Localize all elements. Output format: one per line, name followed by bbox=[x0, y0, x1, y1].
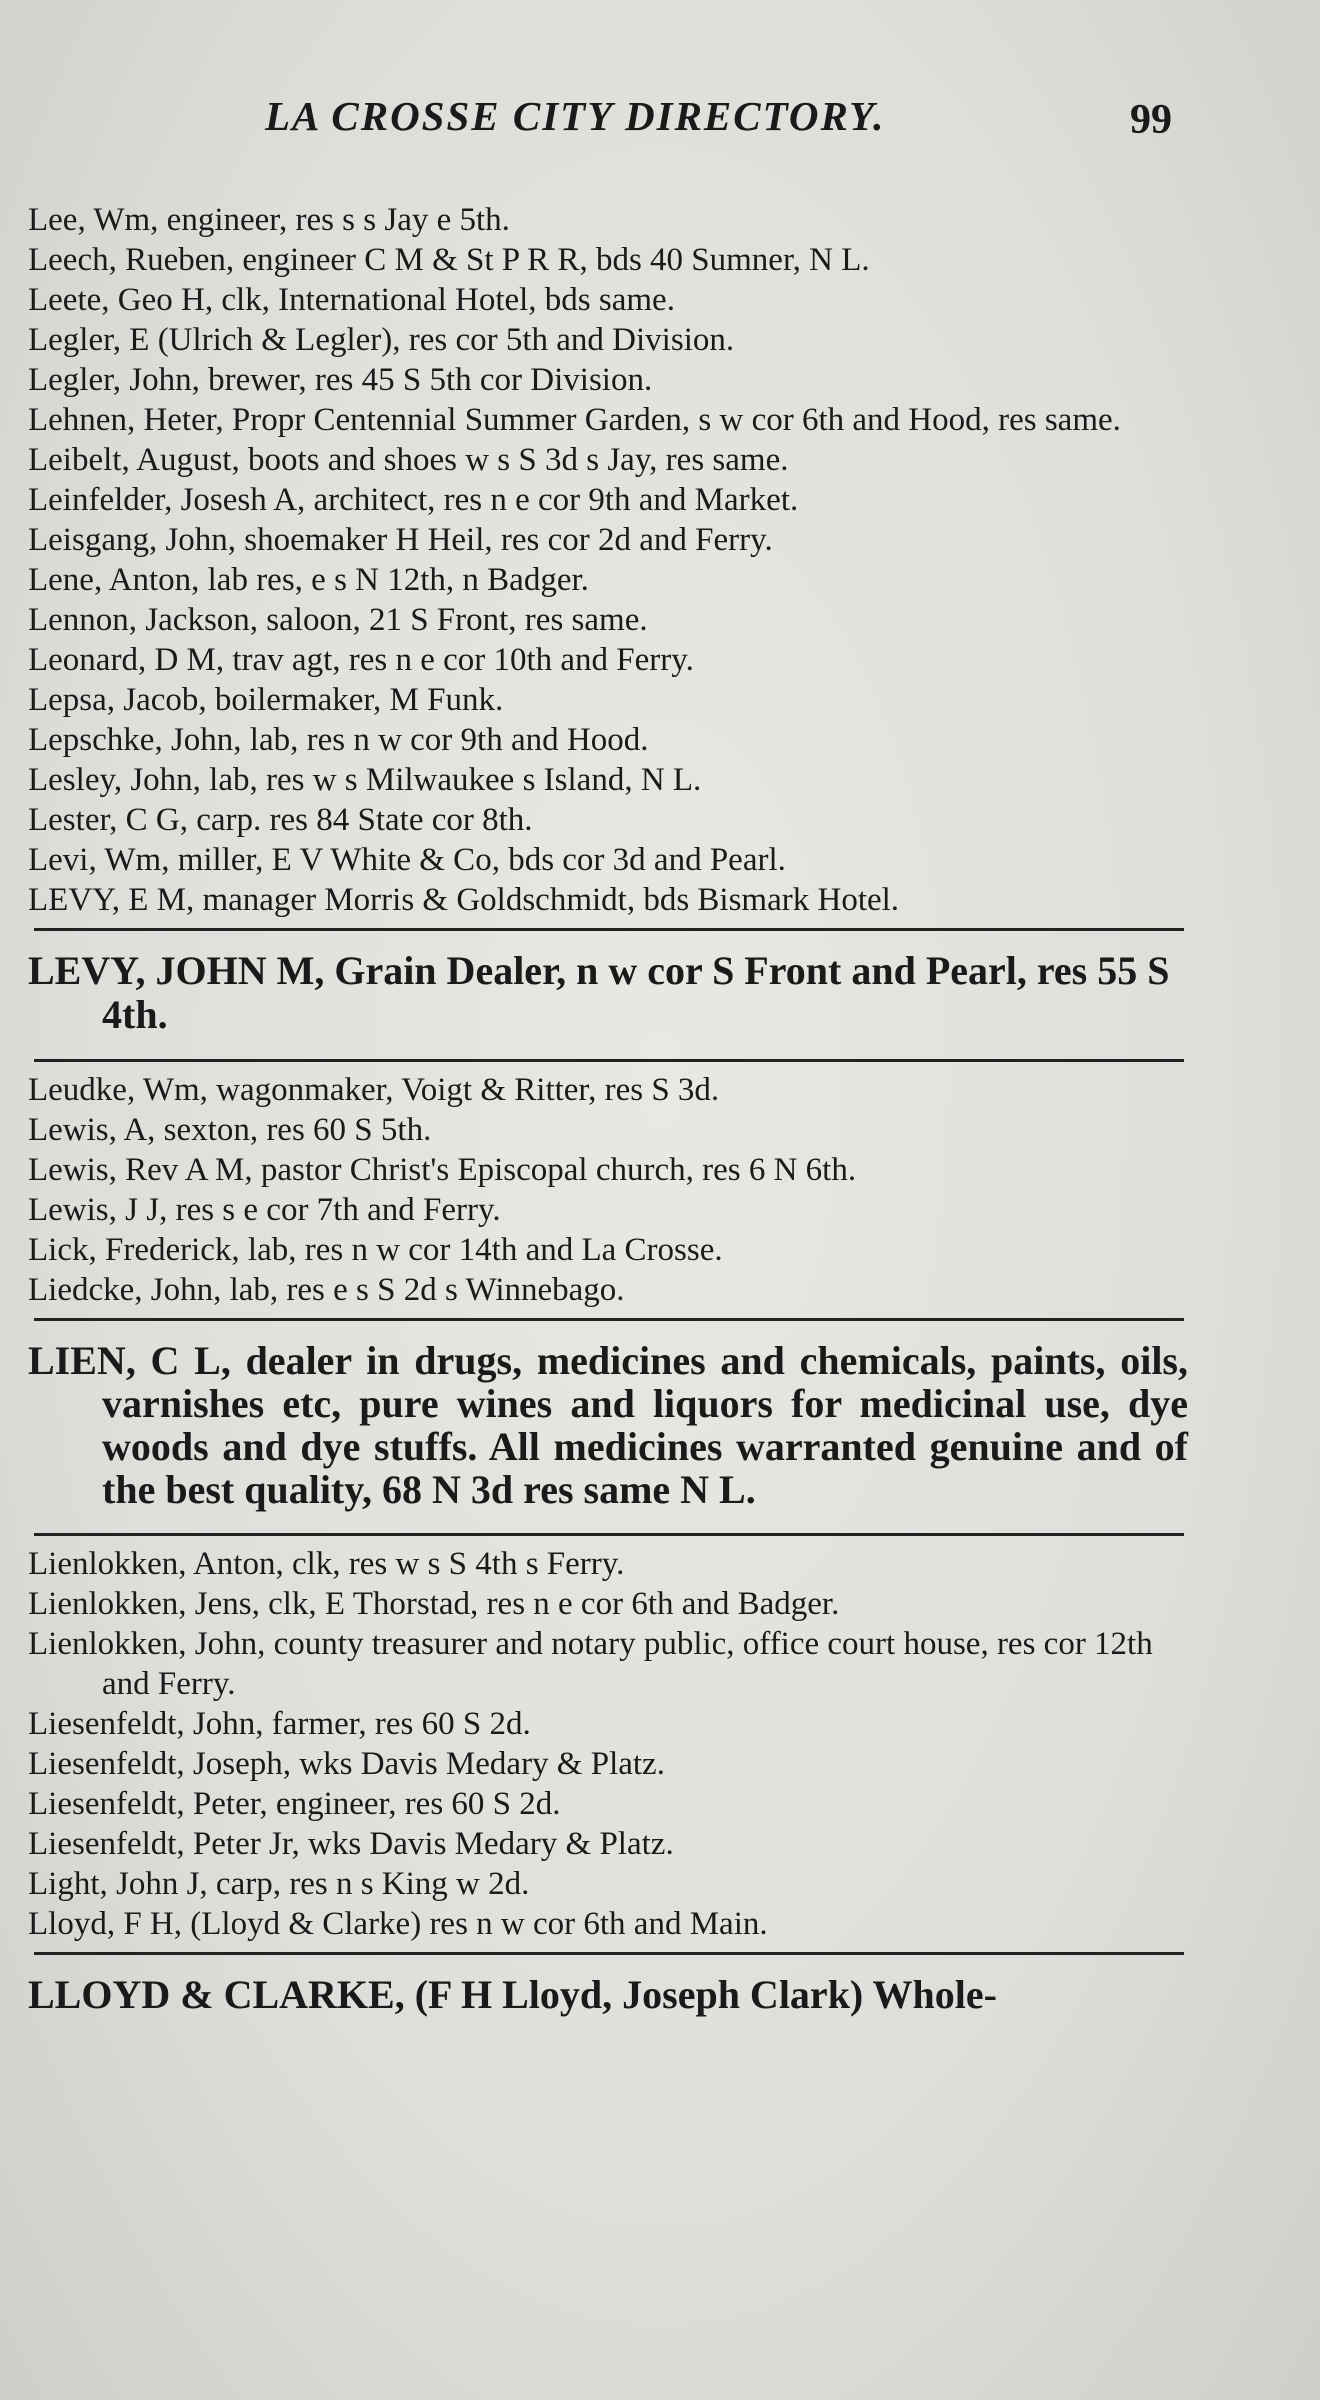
directory-entry: Lewis, J J, res s e cor 7th and Ferry. bbox=[28, 1192, 501, 1228]
directory-entry: Leonard, D M, trav agt, res n e cor 10th and Ferry. bbox=[28, 642, 694, 678]
directory-entry: Liesenfeldt, Peter, engineer, res 60 S 2d. bbox=[28, 1786, 561, 1822]
directory-entry: Leibelt, August, boots and shoes w s S 3d s Jay, res same. bbox=[28, 442, 789, 478]
page-header bbox=[0, 92, 1320, 152]
directory-entry: Leete, Geo H, clk, International Hotel, bds same. bbox=[28, 282, 675, 318]
directory-entry: Leech, Rueben, engineer C M & St P R R, bds 40 Sumner, N L. bbox=[28, 242, 870, 278]
directory-entry: Lepschke, John, lab, res n w cor 9th and Hood. bbox=[28, 722, 649, 758]
directory-entry: Liesenfeldt, Peter Jr, wks Davis Medary & Platz. bbox=[28, 1826, 674, 1862]
divider-rule bbox=[34, 1318, 1184, 1321]
directory-entry: Lester, C G, carp. res 84 State cor 8th. bbox=[28, 802, 533, 838]
directory-entry: Lienlokken, Anton, clk, res w s S 4th s Ferry. bbox=[28, 1546, 625, 1582]
directory-entry: Lewis, A, sexton, res 60 S 5th. bbox=[28, 1112, 432, 1148]
directory-entry: Legler, E (Ulrich & Legler), res cor 5th and Division. bbox=[28, 322, 735, 358]
directory-entry: Levi, Wm, miller, E V White & Co, bds cor 3d and Pearl. bbox=[28, 842, 786, 878]
directory-entry: Lee, Wm, engineer, res s s Jay e 5th. bbox=[28, 202, 510, 238]
directory-entry: Legler, John, brewer, res 45 S 5th cor Division. bbox=[28, 362, 653, 398]
directory-entry: Lesley, John, lab, res w s Milwaukee s Island, N L. bbox=[28, 762, 702, 798]
advertisement-levy: LEVY, JOHN M, Grain Dealer, n w cor S Front and Pearl, res 55 S 4th. bbox=[28, 948, 1170, 1037]
directory-entry: Lienlokken, Jens, clk, E Thorstad, res n e cor 6th and Badger. bbox=[28, 1586, 840, 1622]
directory-entry: Leisgang, John, shoemaker H Heil, res cor 2d and Ferry. bbox=[28, 522, 773, 558]
directory-entry: Lienlokken, John, county treasurer and notary public, office court house, res cor 12th and Ferry. bbox=[28, 1626, 1153, 1702]
directory-entry: Liesenfeldt, John, farmer, res 60 S 2d. bbox=[28, 1706, 531, 1742]
directory-entry: Lick, Frederick, lab, res n w cor 14th and La Crosse. bbox=[28, 1232, 723, 1268]
directory-entry: Leudke, Wm, wagonmaker, Voigt & Ritter, res S 3d. bbox=[28, 1072, 720, 1108]
directory-entry: Lene, Anton, lab res, e s N 12th, n Badger. bbox=[28, 562, 589, 598]
directory-entry: Liesenfeldt, Joseph, wks Davis Medary & Platz. bbox=[28, 1746, 665, 1782]
directory-entry: Lepsa, Jacob, boilermaker, M Funk. bbox=[28, 682, 504, 718]
directory-entry: Lennon, Jackson, saloon, 21 S Front, res same. bbox=[28, 602, 648, 638]
directory-entry: Lehnen, Heter, Propr Centennial Summer Garden, s w cor 6th and Hood, res same. bbox=[28, 402, 1121, 438]
directory-entry: LEVY, E M, manager Morris & Goldschmidt, bds Bismark Hotel. bbox=[28, 882, 900, 918]
divider-rule bbox=[34, 928, 1184, 931]
advertisement-lloyd: LLOYD & CLARKE, (F H Lloyd, Joseph Clark) Whole- bbox=[28, 1972, 997, 2017]
directory-entry: Leinfelder, Josesh A, architect, res n e cor 9th and Market. bbox=[28, 482, 799, 518]
divider-rule bbox=[34, 1952, 1184, 1955]
directory-entry: Lewis, Rev A M, pastor Christ's Episcopal church, res 6 N 6th. bbox=[28, 1152, 857, 1188]
directory-listing bbox=[28, 200, 1188, 2031]
advertisement-lien: LIEN, C L, dealer in drugs, medicines and chemicals, paints, oils, varnishes etc, pure wines and liquors for medicinal use, dye woods and dye stuffs. All medicines warranted genuine and of the best quality, 68 N 3d res same N L. bbox=[28, 1338, 1188, 1512]
directory-entry: Light, John J, carp, res n s King w 2d. bbox=[28, 1866, 530, 1902]
directory-entry: Lloyd, F H, (Lloyd & Clarke) res n w cor 6th and Main. bbox=[28, 1906, 768, 1942]
running-head: LA CROSSE CITY DIRECTORY. bbox=[265, 93, 886, 139]
divider-rule bbox=[34, 1533, 1184, 1536]
page-number: 99 bbox=[1130, 97, 1172, 143]
divider-rule bbox=[34, 1059, 1184, 1062]
directory-entry: Liedcke, John, lab, res e s S 2d s Winnebago. bbox=[28, 1272, 625, 1308]
